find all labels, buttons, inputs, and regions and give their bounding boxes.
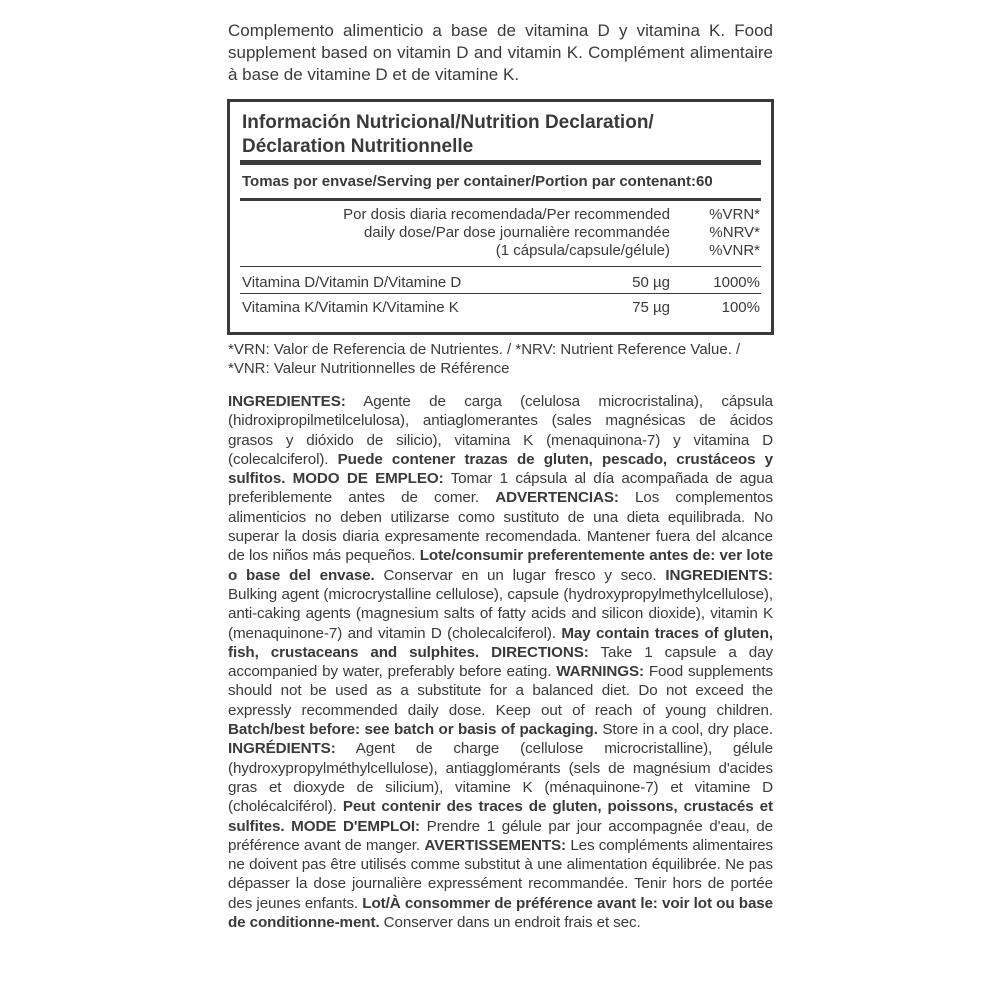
nutrient-amount: 75 µg — [632, 299, 670, 316]
body-segment: Prendre 1 gélule par jour accompagnée d'eau, de préférence avant de manger. — [228, 817, 773, 854]
table-row — [242, 272, 760, 294]
body-segment: Los complementos alimenticios no deben utilizarse como sustituto de una dieta equilibrada. No superar la dosis diaria expresamente recomendada. Mantener fuera del alcance de los niños más pequeños. — [228, 489, 773, 565]
body-segment: Lote/consumir preferentemente antes de: ver lote o base del envase. — [228, 547, 773, 584]
nutrition-title: Información Nutricional/Nutrition Declaration/ Déclaration Nutritionnelle — [242, 112, 654, 157]
body-segment: INGREDIENTS: — [665, 566, 773, 584]
body-segment: Lot/À consommer de préférence avant le: voir lot ou base de conditionne-ment. — [228, 894, 773, 932]
nutrient-name: Vitamina K/Vitamin K/Vitamine K — [242, 299, 459, 316]
body-segment: Bulking agent (microcrystalline cellulose), capsule (hydroxypropylmethylcellulose), anti-caking agents (magnesium salts of fatty acids and silicon dioxide), vitamin K (menaquinone-7) and vitamin D (cholecalciferol). — [228, 585, 773, 642]
body-segment: May contain traces of gluten, fish, crustaceans and sulphites. DIRECTIONS: — [228, 624, 773, 661]
body-segment: Take 1 capsule a day accompanied by water, preferably before eating. — [228, 643, 773, 681]
nutrient-percent: 100% — [721, 299, 760, 316]
nutrient-percent: 1000% — [713, 274, 760, 291]
body-segment: Tomar 1 cápsula al día acompañada de agua preferiblemente antes de comer. — [228, 470, 773, 507]
body-segment: Peut contenir des traces de gluten, poissons, crustacés et sulfites. MODE D'EMPLOI: — [228, 798, 773, 835]
body-segment: Store in a cool, dry place. — [597, 721, 773, 739]
nutrient-name: Vitamina D/Vitamin D/Vitamine D — [242, 274, 462, 291]
intro-text: Complemento alimenticio a base de vitamina D y vitamina K. Food supplement based on vitamin D and vitamin K. Complément alimentaire à base de vitamine D et de vitamine K. — [228, 21, 773, 84]
table-row — [242, 297, 760, 319]
divider-thick — [240, 160, 761, 165]
nutrition-table — [227, 99, 774, 335]
body-segment: Puede contener trazas de gluten, pescado, crustáceos y sulfitos. MODO DE EMPLEO: — [228, 450, 773, 488]
nutrient-amount: 50 µg — [632, 274, 670, 291]
body-segment: Agente de carga (celulosa microcristalina), cápsula (hidroxipropilmetilcelulosa), antiaglomerantes (sales magnésicas de ácidos grasos y dióxido de silicio), vitamina K (menaquinona-7) y vitamina D (colecalciferol). — [228, 393, 773, 468]
body-segment: INGRÉDIENTS: — [228, 740, 336, 758]
body-segment: ADVERTENCIAS: — [495, 489, 619, 507]
divider-thin — [240, 266, 761, 267]
reference-value-header: %VRN* %NRV* %VNR* — [709, 206, 760, 259]
body-segment: Agent de charge (cellulose microcristalline), gélule (hydroxypropylméthylcellulose), antiagglomérants (sels de magnésium d'acides gras et dioxyde de silicium), vitamine K (ménaquinone-7) et vitamine D (cholécalciférol). — [228, 740, 773, 816]
divider-mid — [240, 198, 761, 201]
reference-footnote: *VRN: Valor de Referencia de Nutrientes. / *NRV: Nutrient Reference Value. / *VNR: Valeur Nutritionnelles de Référence — [228, 341, 741, 377]
body-segment: Batch/best before: see batch or basis of packaging. — [228, 721, 598, 739]
body-segment: WARNINGS: — [556, 663, 644, 681]
per-dose-header: Por dosis diaria recomendada/Per recommended daily dose/Par dose journalière recommandée (1 cápsula/capsule/gélule) — [343, 206, 670, 259]
body-segment: Conservar en un lugar fresco y seco. — [374, 566, 666, 584]
body-segment: INGREDIENTES: — [228, 393, 346, 410]
divider-thin — [240, 293, 761, 294]
body-segment: AVERTISSEMENTS: — [424, 836, 567, 854]
servings-per-container: Tomas por envase/Serving per container/Portion par contenant:60 — [242, 173, 713, 190]
ingredients-and-directions — [228, 392, 773, 932]
body-segment: Les compléments alimentaires ne doivent pas être utilisés comme substitut à une alimentation équilibrée. Ne pas dépasser la dose journalière expressément recommandée. Tenir hors de portée des jeunes enfants. — [228, 836, 773, 912]
body-segment: Food supplements should not be used as a substitute for a balanced diet. Do not exceed the expressly recommended daily dose. Keep out of reach of young children. — [228, 663, 774, 719]
body-segment: Conserver dans un endroit frais et sec. — [379, 914, 641, 932]
